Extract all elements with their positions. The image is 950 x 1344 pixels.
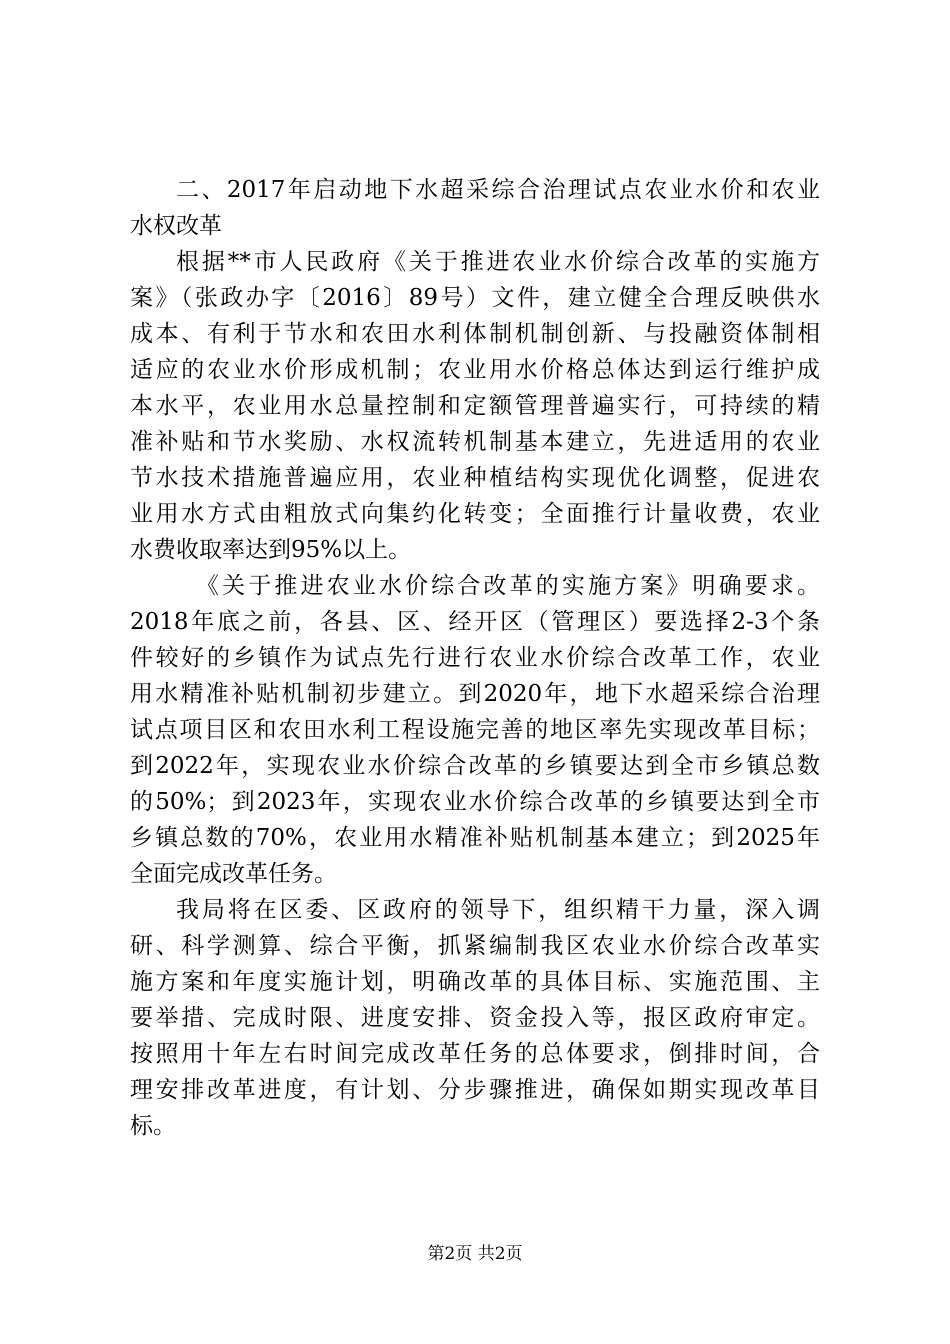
paragraph-3-line: 我局将在区委、区政府的领导下，组织精干力量，深入调	[176, 897, 820, 923]
paragraph-1-line: 水费收取率达到95%以上。	[130, 537, 412, 563]
paragraph-2-line: 用水精准补贴机制初步建立。到2020年，地下水超采综合治理	[130, 681, 820, 707]
paragraph-1-line: 节水技术措施普遍应用，农业种植结构实现优化调整，促进农	[130, 465, 820, 491]
paragraph-2-line: 的50%；到2023年，实现农业水价综合改革的乡镇要达到全市	[130, 789, 820, 815]
paragraph-1-line: 成本、有利于节水和农田水利体制机制创新、与投融资体制相	[130, 321, 820, 347]
paragraph-3-line: 理安排改革进度，有计划、分步骤推进，确保如期实现改革目	[130, 1077, 820, 1103]
paragraph-1-line: 本水平，农业用水总量控制和定额管理普遍实行，可持续的精	[130, 393, 820, 419]
paragraph-2-line: 到2022年，实现农业水价综合改革的乡镇要达到全市乡镇总数	[130, 753, 820, 779]
paragraph-2-line: 试点项目区和农田水利工程设施完善的地区率先实现改革目标；	[130, 717, 820, 743]
paragraph-2-line: 全面完成改革任务。	[130, 861, 337, 887]
paragraph-2-line: 件较好的乡镇作为试点先行进行农业水价综合改革工作，农业	[130, 645, 820, 671]
paragraph-1-line: 根据**市人民政府《关于推进农业水价综合改革的实施方	[176, 249, 820, 275]
paragraph-3-line: 要举措、完成时限、进度安排、资金投入等，报区政府审定。	[130, 1005, 820, 1031]
paragraph-2-line: 乡镇总数的70%，农业用水精准补贴机制基本建立；到2025年	[130, 825, 820, 851]
paragraph-3-line: 按照用十年左右时间完成改革任务的总体要求，倒排时间，合	[130, 1041, 820, 1067]
paragraph-1-line: 适应的农业水价形成机制；农业用水价格总体达到运行维护成	[130, 357, 820, 383]
document-body	[130, 172, 820, 1144]
paragraph-3-line: 标。	[130, 1113, 176, 1139]
paragraph-3-line: 施方案和年度实施计划，明确改革的具体目标、实施范围、主	[130, 969, 820, 995]
paragraph-1-line: 案》（张政办字〔2016〕89号）文件，建立健全合理反映供水	[130, 285, 820, 311]
paragraph-3-line: 研、科学测算、综合平衡，抓紧编制我区农业水价综合改革实	[130, 933, 820, 959]
paragraph-1-line: 业用水方式由粗放式向集约化转变；全面推行计量收费，农业	[130, 501, 820, 527]
paragraph-2-line: 2018年底之前，各县、区、经开区（管理区）要选择2-3个条	[130, 609, 820, 635]
paragraph-2-line: 《关于推进农业水价综合改革的实施方案》明确要求。	[196, 573, 820, 599]
section-heading-line-2: 水权改革	[130, 213, 222, 239]
section-heading-line-1: 二、2017年启动地下水超采综合治理试点农业水价和农业	[176, 177, 820, 203]
page-number-footer: 第2页 共2页	[427, 1244, 523, 1264]
paragraph-1-line: 准补贴和节水奖励、水权流转机制基本建立，先进适用的农业	[130, 429, 820, 455]
